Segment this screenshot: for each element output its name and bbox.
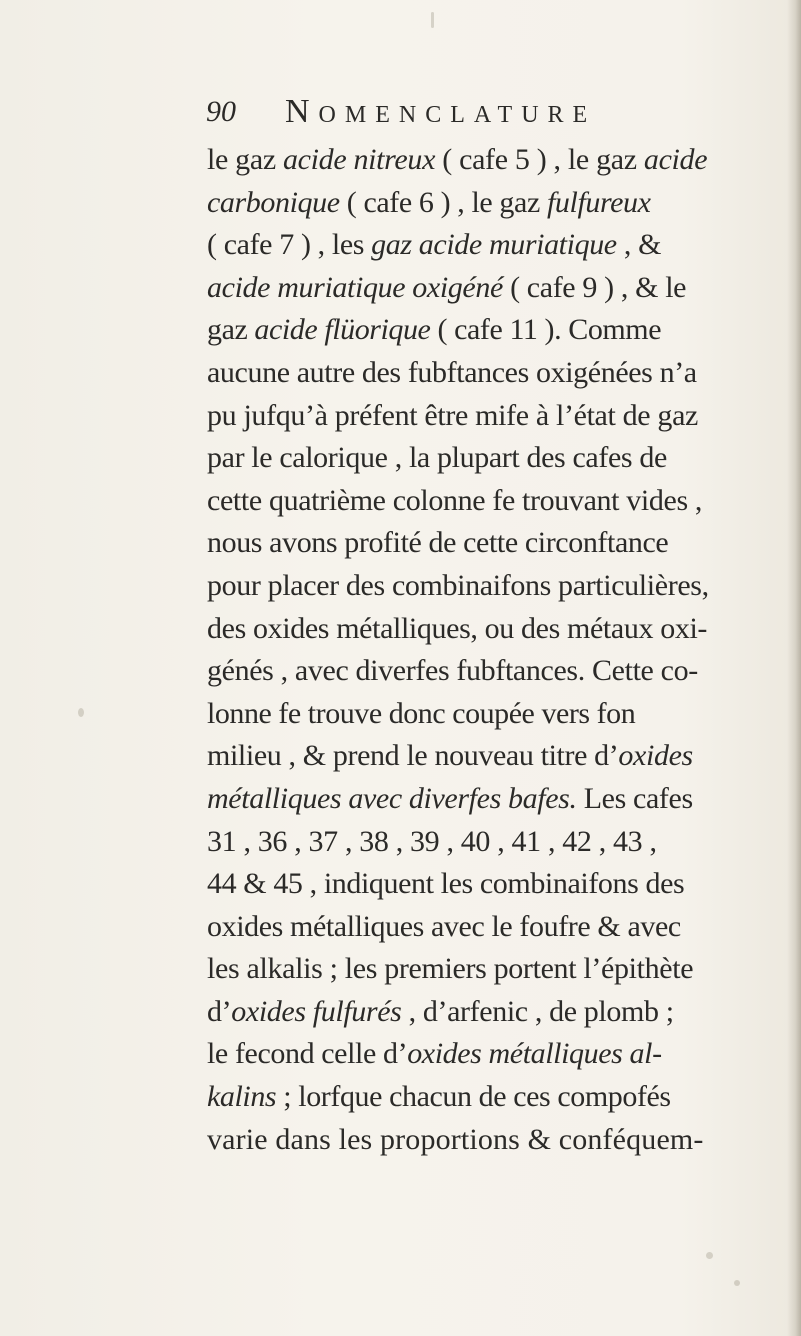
italic-text: carbonique	[207, 185, 340, 219]
text-segment: oxides métalliques avec le foufre & avec	[207, 909, 681, 943]
text-line	[207, 608, 801, 651]
ink-speck	[706, 1252, 713, 1259]
text-segment: 31 , 36 , 37 , 38 , 39 , 40 , 41 , 42 , 43 ,	[207, 824, 657, 858]
text-line	[207, 991, 801, 1034]
italic-text: fulfureux	[546, 185, 651, 219]
italic-text: métalliques avec diverfes bafes.	[207, 781, 577, 815]
text-segment: des oxides métalliques, ou des métaux oxi-	[207, 611, 708, 645]
italic-text: oxides métalliques al-	[407, 1037, 662, 1071]
text-line	[207, 1033, 801, 1076]
text-segment: nous avons profité de cette circonftance	[207, 526, 669, 560]
text-segment: ( cafe 9 ) , & le	[502, 270, 687, 304]
text-line	[207, 395, 801, 438]
text-line	[207, 1119, 801, 1162]
text-line	[207, 437, 801, 480]
text-segment: , &	[616, 228, 662, 262]
text-segment: varie dans les proportions & conféquem-	[207, 1122, 704, 1156]
italic-text: acide flüorique	[254, 313, 431, 347]
page-header	[206, 92, 646, 132]
text-line	[207, 693, 801, 736]
text-segment: ( cafe 5 ) , le gaz	[435, 143, 644, 176]
text-segment: Les cafes	[576, 781, 693, 815]
body-text	[207, 139, 801, 1161]
ink-speck	[734, 1280, 740, 1286]
text-line	[207, 267, 801, 310]
text-line	[207, 182, 801, 225]
text-segment: cette quatrième colonne fe trouvant vides ,	[207, 483, 703, 517]
text-line	[207, 480, 801, 523]
text-segment: pu jufqu’à préfent être mife à l’état de gaz	[207, 398, 698, 432]
text-segment: ( cafe 11 ). Comme	[430, 313, 662, 347]
italic-text: oxides fulfurés	[231, 994, 402, 1028]
text-line	[207, 224, 801, 267]
text-line	[207, 309, 801, 352]
text-line	[207, 735, 801, 778]
text-segment: gaz	[207, 313, 255, 347]
italic-text: kalins	[207, 1080, 277, 1114]
running-title: Nomenclature	[285, 93, 597, 130]
text-segment: génés , avec diverfes fubftances. Cette co-	[207, 654, 698, 688]
text-line	[207, 948, 801, 991]
text-segment: , d’arfenic , de plomb ;	[401, 994, 674, 1028]
italic-text: gaz acide muriatique	[371, 228, 617, 262]
ink-speck	[78, 708, 84, 717]
text-line	[207, 522, 801, 565]
text-segment: le gaz	[207, 143, 283, 176]
italic-text: acide nitreux	[283, 143, 436, 176]
text-segment: lonne fe trouve donc coupée vers fon	[207, 696, 636, 730]
text-line	[207, 778, 801, 821]
text-line	[207, 863, 801, 906]
text-line	[207, 650, 801, 693]
text-segment: par le calorique , la plupart des cafes de	[207, 441, 667, 475]
ink-speck	[431, 12, 434, 28]
text-line	[207, 565, 801, 608]
italic-text: acide muriatique oxigéné	[207, 270, 503, 304]
text-segment: ; lorfque chacun de ces compofés	[276, 1080, 671, 1114]
text-line	[207, 906, 801, 949]
text-segment: ( cafe 7 ) , les	[207, 228, 372, 262]
text-segment: le fecond celle d’	[207, 1037, 408, 1071]
text-segment: pour placer des combinaifons particulières,	[207, 568, 709, 602]
text-line	[207, 352, 801, 395]
text-line	[207, 139, 801, 182]
italic-text: acide	[643, 143, 708, 176]
text-line	[207, 1076, 801, 1119]
text-segment: milieu , & prend le nouveau titre d’	[207, 739, 619, 773]
text-line	[207, 821, 801, 864]
text-segment: les alkalis ; les premiers portent l’épithète	[207, 952, 694, 986]
italic-text: oxides	[618, 739, 693, 773]
text-segment: aucune autre des fubftances oxigénées n’a	[207, 355, 697, 389]
page-number: 90	[206, 95, 236, 128]
text-segment: d’	[207, 994, 232, 1028]
text-segment: ( cafe 6 ) , le gaz	[339, 185, 547, 219]
text-segment: 44 & 45 , indiquent les combinaifons des	[207, 867, 685, 901]
